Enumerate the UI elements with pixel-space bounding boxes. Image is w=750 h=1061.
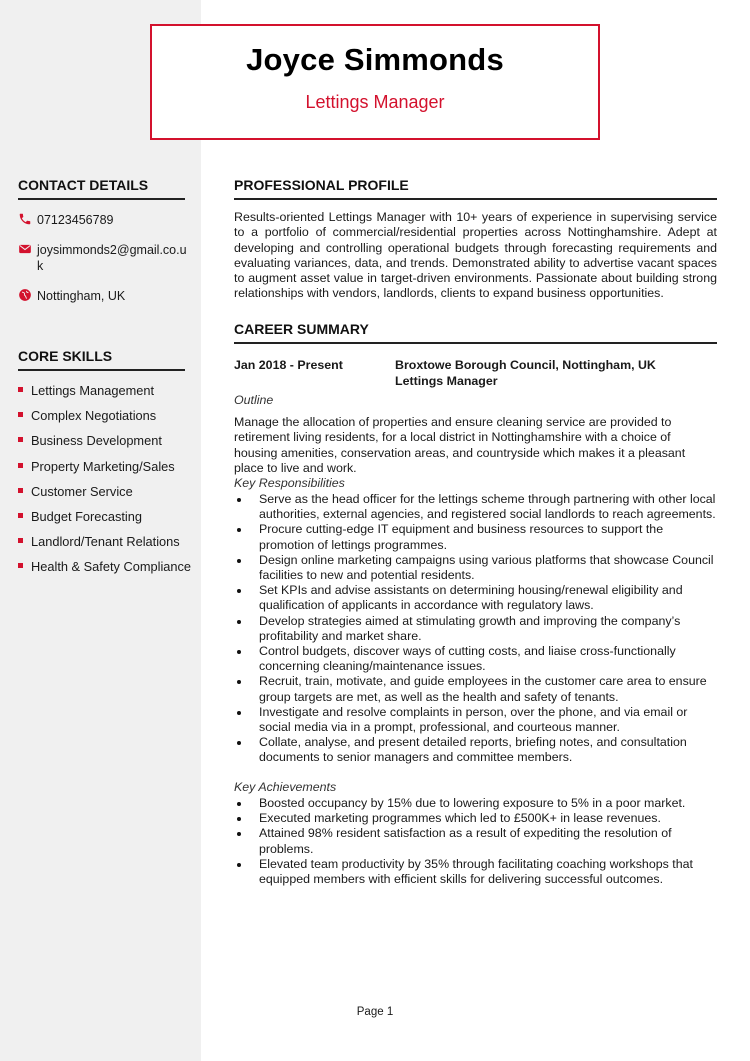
bullet-square-icon (18, 563, 23, 568)
skill-item: Lettings Management (18, 378, 198, 403)
bullet-square-icon (18, 437, 23, 442)
globe-icon (18, 288, 34, 304)
list-item: Investigate and resolve complaints in person, over the phone, and via email or social media via in a prompt, professional, and courteous manner. (234, 705, 717, 735)
job-employer: Broxtowe Borough Council, Nottingham, UK (395, 358, 656, 372)
contact-email (18, 242, 188, 274)
list-item: Collate, analyse, and present detailed reports, briefing notes, and consultation documents to senior managers and committee members. (234, 735, 717, 765)
skills-heading: CORE SKILLS (18, 348, 185, 371)
list-item: Serve as the head officer for the lettings scheme through partnering with other local authorities, external agencies, and registered social landlords to reach agreements. (234, 492, 717, 522)
list-item: Boosted occupancy by 15% due to lowering exposure to 5% in a poor market. (234, 796, 717, 811)
location: Nottingham, UK (37, 289, 126, 303)
skills-list (18, 378, 198, 580)
list-item: Control budgets, discover ways of cutting costs, and liaise cross-functionally concerning cleaning/maintenance issues. (234, 644, 717, 674)
page-number: Page 1 (356, 1006, 394, 1018)
bullet-square-icon (18, 463, 23, 468)
skill-item: Budget Forecasting (18, 504, 198, 529)
bullet-square-icon (18, 412, 23, 417)
profile-heading: PROFESSIONAL PROFILE (234, 177, 717, 200)
candidate-name: Joyce Simmonds (246, 42, 504, 77)
skill-item: Health & Safety Compliance (18, 554, 198, 579)
list-item: Recruit, train, motivate, and guide employees in the customer care area to ensure group targets are met, as well as the health and safety of tenants. (234, 674, 717, 704)
name-header-box (150, 24, 600, 140)
contact-heading: CONTACT DETAILS (18, 177, 185, 200)
list-item: Design online marketing campaigns using various platforms that showcase Council facilities to new and potential residents. (234, 553, 717, 583)
skill-item: Landlord/Tenant Relations (18, 529, 198, 554)
list-item: Procure cutting-edge IT equipment and business resources to support the promotion of lettings programmes. (234, 522, 717, 552)
achievements-label: Key Achievements (234, 780, 337, 794)
responsibilities-list (234, 492, 717, 766)
envelope-icon (18, 242, 34, 258)
email-address[interactable]: joysimmonds2@gmail.co.uk (37, 243, 187, 273)
job-position: Lettings Manager (395, 373, 498, 388)
job-employer-block (395, 358, 656, 389)
outline-label: Outline (234, 393, 274, 407)
list-item: Elevated team productivity by 35% through facilitating coaching workshops that equipped members with efficient skills for delivering successful outcomes. (234, 857, 717, 887)
bullet-square-icon (18, 387, 23, 392)
bullet-square-icon (18, 513, 23, 518)
skill-item: Customer Service (18, 479, 198, 504)
skill-item: Complex Negotiations (18, 403, 198, 428)
list-item: Set KPIs and advise assistants on determining housing/renewal eligibility and qualification of applicants in accordance with regulatory laws. (234, 583, 717, 613)
list-item: Attained 98% resident satisfaction as a result of expediting the resolution of problems. (234, 826, 717, 856)
candidate-title: Lettings Manager (305, 92, 445, 112)
responsibilities-label: Key Responsibilities (234, 476, 345, 490)
list-item: Develop strategies aimed at stimulating growth and improving the company’s profitability and market share. (234, 614, 717, 644)
phone-number: 07123456789 (37, 213, 114, 227)
job-dates: Jan 2018 - Present (234, 358, 343, 372)
achievements-list (234, 796, 717, 887)
bullet-square-icon (18, 538, 23, 543)
bullet-square-icon (18, 488, 23, 493)
skill-item: Business Development (18, 428, 198, 453)
contact-phone (18, 212, 188, 228)
skill-item: Property Marketing/Sales (18, 454, 198, 479)
career-heading: CAREER SUMMARY (234, 321, 717, 344)
phone-icon (18, 212, 34, 228)
list-item: Executed marketing programmes which led to £500K+ in lease revenues. (234, 811, 717, 826)
profile-text: Results-oriented Lettings Manager with 10+ years of experience in supervising service to a portfolio of commercial/residential properties across Nottinghamshire. Adept at developing and controlling operational budgets through forecasting requirements and evaluating variances, data, and trends. Demonstrated ability to advertise vacant spaces to augment asset value in target-driven environments. Passionate about building strong relationships with vendors, landlords, clients to expand business opportunities. (234, 210, 717, 301)
outline-text: Manage the allocation of properties and ensure cleaning service are provided to retirement living residents, for a local district in Nottinghamshire with a choice of housing amenities, conservation areas, and countryside which makes it a pleasant place to live and work. (234, 415, 686, 475)
contact-location (18, 288, 188, 304)
